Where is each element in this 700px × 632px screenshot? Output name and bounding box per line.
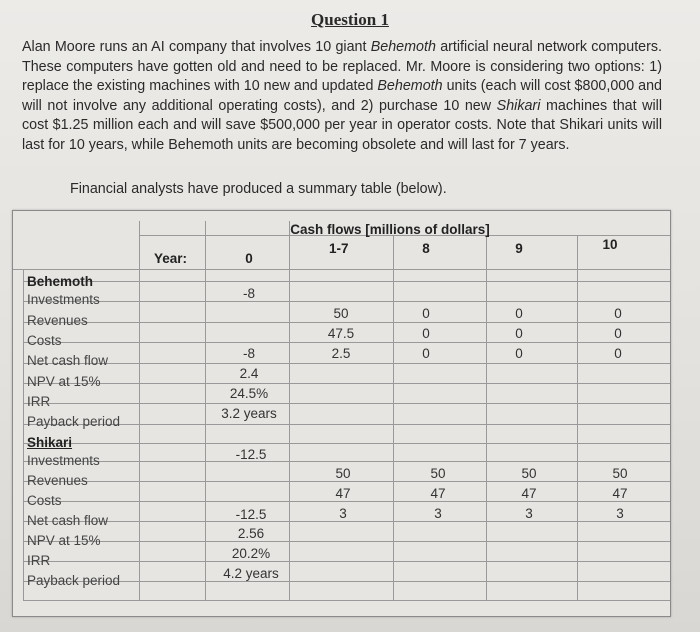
shikari-section-label: Shikari bbox=[27, 435, 73, 450]
shikari-payback-label: Payback period bbox=[27, 573, 121, 588]
shikari-investment-y0: -12.5 bbox=[235, 447, 267, 462]
col-rule bbox=[486, 235, 487, 600]
row-rule bbox=[23, 461, 670, 462]
behemoth-revenue-9: 0 bbox=[515, 306, 523, 321]
year-9-header: 9 bbox=[515, 241, 523, 256]
behemoth-net-cash-flow-label: Net cash flow bbox=[27, 353, 109, 368]
behemoth-cost-1-7: 47.5 bbox=[327, 326, 355, 341]
shikari-investments-label: Investments bbox=[27, 453, 100, 468]
italic-term: Shikari bbox=[496, 97, 541, 114]
row-rule bbox=[13, 269, 670, 270]
row-rule bbox=[23, 322, 670, 323]
behemoth-investment-y0: -8 bbox=[242, 286, 256, 301]
shikari-net-cash-flow-label: Net cash flow bbox=[27, 513, 109, 528]
shikari-net-cash-flow-y0: -12.5 bbox=[235, 507, 267, 522]
shikari-cost-9: 47 bbox=[521, 486, 537, 501]
italic-term: Behemoth bbox=[377, 78, 443, 95]
paragraph-text: machines that will cost $1.25 million each and will save $500,000 per year in operator costs. Note that Shikari units will last for 10 years, while Behemoth units are becoming obsolete and will last for 7 years. bbox=[22, 97, 662, 153]
row-rule bbox=[23, 281, 670, 282]
row-rule bbox=[23, 481, 670, 482]
shikari-revenue-10: 50 bbox=[612, 466, 628, 481]
paragraph-text: artificial neural network computers. These computers have gotten old and need to be replaced. Mr. Moore is considering two options: 1) replace the existing machines with 10 new and updated bbox=[22, 39, 662, 95]
italic-term: Behemoth bbox=[370, 39, 436, 55]
behemoth-value-10: 0 bbox=[614, 346, 622, 361]
shikari-npv-value: 2.56 bbox=[237, 526, 265, 541]
behemoth-revenue-10: 0 bbox=[614, 306, 622, 321]
shikari-payback-value: 4.2 years bbox=[223, 566, 279, 581]
shikari-value-1-7: 3 bbox=[339, 506, 347, 521]
behemoth-payback-value: 3.2 years bbox=[221, 406, 277, 421]
shikari-costs-label: Costs bbox=[27, 493, 62, 508]
col-rule bbox=[23, 269, 24, 600]
behemoth-irr-value: 24.5% bbox=[229, 386, 269, 401]
shikari-revenue-8: 50 bbox=[430, 466, 446, 481]
row-rule bbox=[23, 383, 670, 384]
behemoth-cost-8: 0 bbox=[422, 326, 430, 341]
year-1-7-header: 1-7 bbox=[329, 241, 349, 256]
question-paragraph bbox=[22, 38, 662, 156]
row-rule bbox=[23, 403, 670, 404]
behemoth-costs-label: Costs bbox=[27, 333, 62, 348]
behemoth-irr-label: IRR bbox=[27, 394, 51, 409]
behemoth-value-9: 0 bbox=[515, 346, 523, 361]
shikari-irr-value: 20.2% bbox=[231, 546, 271, 561]
behemoth-revenue-1-7: 50 bbox=[333, 306, 349, 321]
behemoth-npv-value: 2.4 bbox=[239, 366, 259, 381]
summary-table bbox=[12, 210, 671, 617]
year-8-header: 8 bbox=[422, 241, 430, 256]
shikari-npv-label: NPV at 15% bbox=[27, 533, 101, 548]
row-rule bbox=[23, 363, 670, 364]
col-rule bbox=[577, 235, 578, 600]
behemoth-section-label: Behemoth bbox=[27, 274, 94, 289]
behemoth-npv-label: NPV at 15% bbox=[27, 374, 101, 389]
behemoth-payback-label: Payback period bbox=[27, 414, 121, 429]
table-intro: Financial analysts have produced a summary table (below). bbox=[70, 181, 447, 197]
col-rule bbox=[139, 221, 140, 600]
question-title: Question 1 bbox=[311, 10, 389, 29]
year-0-header: 0 bbox=[245, 251, 253, 266]
behemoth-value-1-7: 2.5 bbox=[331, 346, 351, 361]
behemoth-revenue-8: 0 bbox=[422, 306, 430, 321]
col-rule bbox=[289, 221, 290, 600]
cash-flows-header: Cash flows [millions of dollars] bbox=[290, 222, 490, 237]
behemoth-cost-9: 0 bbox=[515, 326, 523, 341]
row-rule bbox=[23, 301, 670, 302]
year-10-header: 10 bbox=[602, 237, 618, 252]
shikari-value-10: 3 bbox=[616, 506, 624, 521]
row-rule bbox=[23, 342, 670, 343]
row-rule bbox=[23, 600, 670, 601]
behemoth-revenues-label: Revenues bbox=[27, 313, 88, 328]
year-label: Year: bbox=[154, 251, 188, 266]
behemoth-cost-10: 0 bbox=[614, 326, 622, 341]
behemoth-value-8: 0 bbox=[422, 346, 430, 361]
row-rule bbox=[23, 501, 670, 502]
shikari-cost-8: 47 bbox=[430, 486, 446, 501]
shikari-cost-1-7: 47 bbox=[335, 486, 351, 501]
shikari-revenue-1-7: 50 bbox=[335, 466, 351, 481]
shikari-revenues-label: Revenues bbox=[27, 473, 88, 488]
shikari-cost-10: 47 bbox=[612, 486, 628, 501]
paragraph-text: Alan Moore runs an AI company that involves 10 giant bbox=[22, 39, 371, 55]
behemoth-net-cash-flow-y0: -8 bbox=[242, 346, 256, 361]
shikari-value-8: 3 bbox=[434, 506, 442, 521]
paragraph-text: units (each will cost $800,000 and will not involve any additional operating costs), and 2) purchase 10 new bbox=[22, 78, 663, 114]
behemoth-investments-label: Investments bbox=[27, 292, 100, 307]
shikari-revenue-9: 50 bbox=[521, 466, 537, 481]
row-rule bbox=[23, 561, 670, 562]
shikari-irr-label: IRR bbox=[27, 553, 51, 568]
row-rule bbox=[23, 541, 670, 542]
col-rule bbox=[205, 221, 206, 600]
row-rule bbox=[23, 443, 670, 444]
col-rule bbox=[393, 235, 394, 600]
shikari-value-9: 3 bbox=[525, 506, 533, 521]
row-rule bbox=[23, 521, 670, 522]
